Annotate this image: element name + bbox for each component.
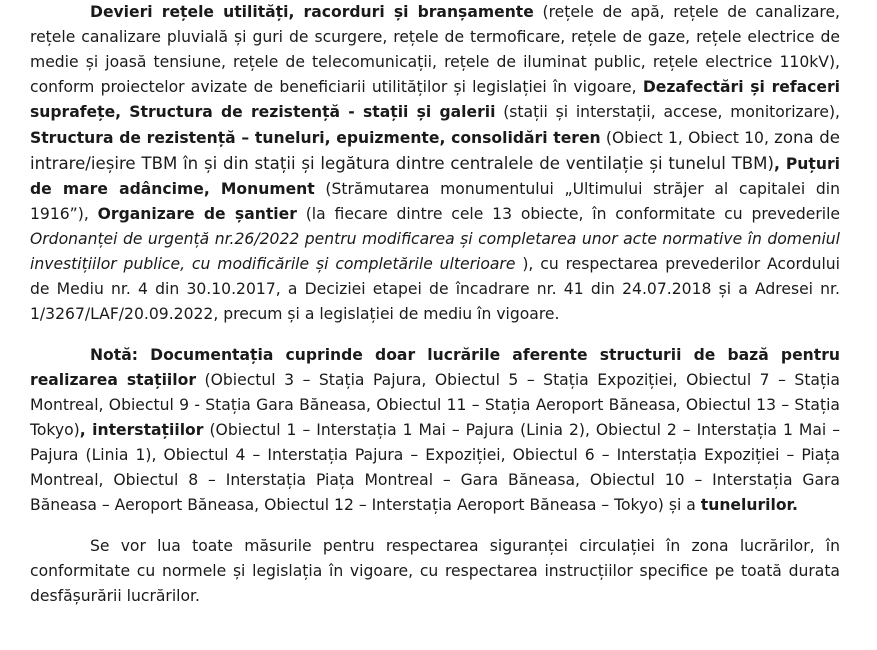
text-stations-access: (stații și interstații, accese, monitorizare), [495,103,840,121]
text-traffic-safety: Se vor lua toate măsurile pentru respectarea siguranței circulației în zona lucrărilor, în conformitate cu normele și legislația în vigoare, cu respectarea instrucțiilor specifice pe toată durata desfășurării lucrărilor. [30,537,840,605]
heading-shafts-monument: , Puțuri de mare adâncime, Monument [30,155,840,198]
heading-tunnels: tunelurilor. [700,496,798,514]
document-body [30,0,840,609]
text-monument-relocation: (Strămutarea monumentului „Ultimului străjer al capitalei din 1916”), [30,180,840,223]
heading-surfaces-structure: Dezafectări și refaceri suprafețe, Structura de rezistență - stații și galerii [30,78,841,121]
text-environmental-agreement: ), cu respectarea prevederilor Acordului de Mediu nr. 4 din 30.10.2017, a Deciziei etapei de încadrare nr. 41 din 24.07.2018 și a Adresei nr. 1/3267/LAF/20.09.2022, precum și a legislației de mediu în vigoare. [30,255,840,323]
paragraph-note [30,343,840,518]
paragraph-traffic-safety [30,534,840,609]
text-emergency-ordinance: Ordonanței de urgență nr.26/2022 pentru modificarea și completarea unor acte normative în domeniul investițiilor publice, cu modificările și completările ulterioare [30,230,840,273]
text-tbm-zone: zona de intrare/ieșire TBM în și din stații și legătura dintre centralele de ventilație și tunelul TBM) [30,128,840,173]
text-objects-1-10: (Obiect 1, Obiect 10, [600,129,775,147]
text-stations-list: (Obiectul 3 – Stația Pajura, Obiectul 5 – Stația Expoziției, Obiectul 7 – Stația Montreal, Obiectul 9 - Stația Gara Băneasa, Obiectul 11 – Stația Aeroport Băneasa, Obiectul 13 – Stația Tokyo) [30,371,840,439]
heading-note-stations: Notă: Documentația cuprinde doar lucrările aferente structurii de bază pentru realizarea stațiilor [30,346,840,389]
heading-site-organization: Organizare de șantier [97,205,297,223]
heading-tunnels-structure: Structura de rezistență – tuneluri, epuizmente, consolidări teren [30,129,601,147]
paragraph-works-list [30,0,840,327]
heading-interstations: , interstațiilor [79,421,204,439]
text-13-objects: (la fiecare dintre cele 13 obiecte, în conformitate cu prevederile [296,205,841,223]
text-utility-networks: (rețele de apă, rețele de canalizare, rețele canalizare pluvială și guri de scurgere, rețele de termoficare, rețele de gaze, rețele electrice de medie și joasă tensiune, rețele de telecomunicații, rețele de iluminat public, rețele electrice 110kV), conform proiectelor avizate de beneficiarii utilităților și legislației în vigoare, [30,3,840,96]
heading-utility-diversions: Devieri rețele utilități, racorduri și branșamente [90,3,534,21]
text-interstations-list: (Obiectul 1 – Interstația 1 Mai – Pajura (Linia 2), Obiectul 2 – Interstația 1 Mai – Pajura (Linia 1), Obiectul 4 – Interstația Pajura – Expoziției, Obiectul 6 – Interstația Expoziției – Piața Montreal, Obiectul 8 – Interstația Piața Montreal – Gara Băneasa, Obiectul 10 – Interstația Gara Băneasa – Aeroport Băneasa, Obiectul 12 – Interstația Aeroport Băneasa – Tokyo) și a [30,421,841,514]
